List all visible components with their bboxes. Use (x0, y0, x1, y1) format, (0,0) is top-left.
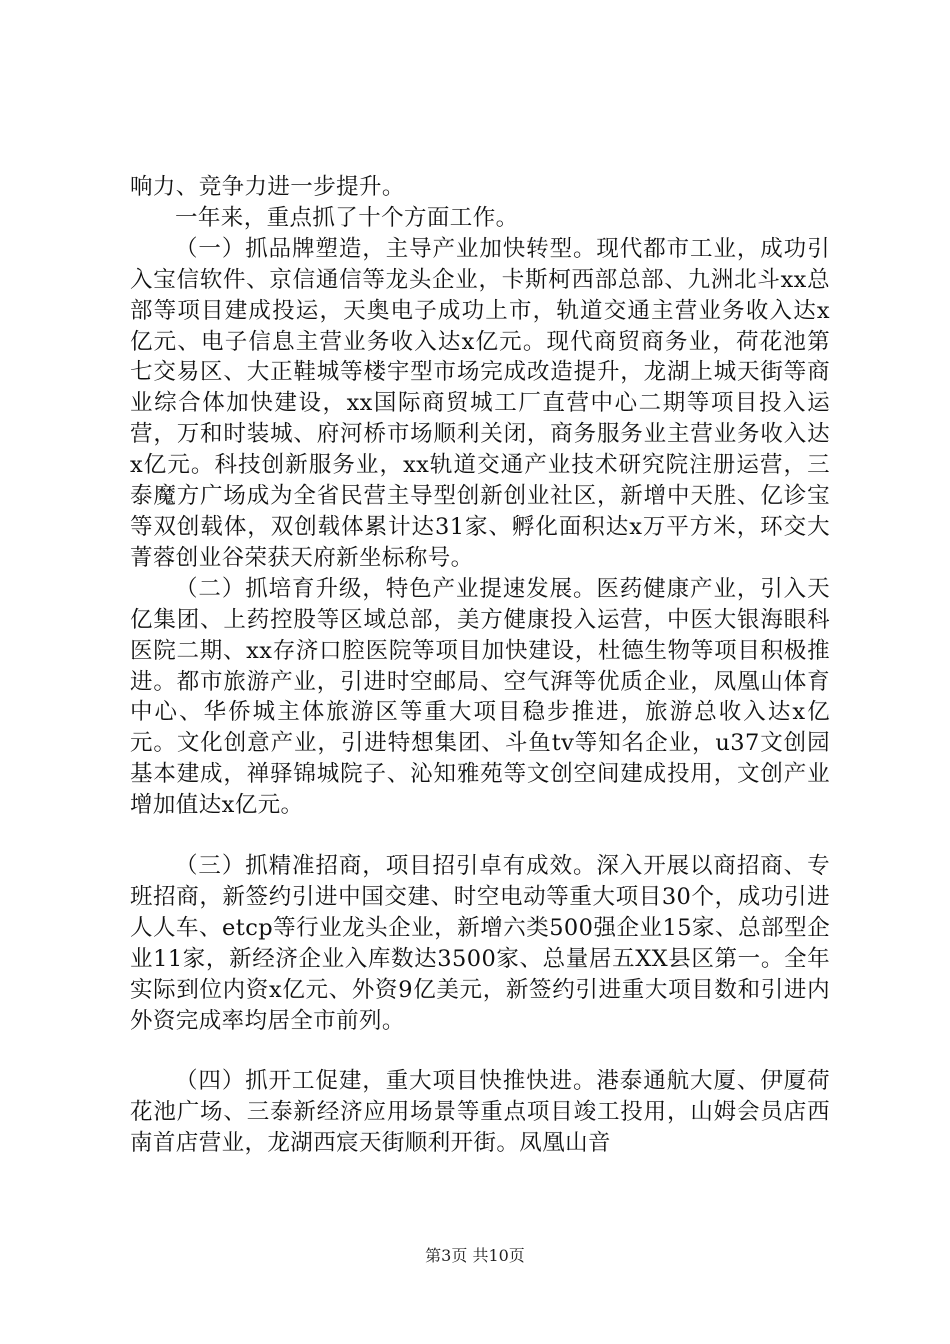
document-body (130, 172, 830, 1159)
page-number-footer: 第3页 共10页 (425, 1246, 525, 1265)
paragraph-section-3: （三）抓精准招商，项目招引卓有成效。深入开展以商招商、专班招商，新签约引进中国交建、时空电动等重大项目30个，成功引进人人车、etcp等行业龙头企业，新增六类500强企业15家、总部型企业11家，新经济企业入库数达3500家、总量居五XX县区第一。全年实际到位内资x亿元、外资9亿美元，新签约引进重大项目数和引进内外资完成率均居全市前列。 (130, 853, 830, 1034)
paragraph-continuation: 响力、竞争力进一步提升。 (130, 174, 405, 200)
paragraph-section-1: （一）抓品牌塑造，主导产业加快转型。现代都市工业，成功引入宝信软件、京信通信等龙头企业，卡斯柯西部总部、九洲北斗xx总部等项目建成投运，天奥电子成功上市，轨道交通主营业务收入达x亿元、电子信息主营业务收入达x亿元。现代商贸商务业，荷花池第七交易区、大正鞋城等楼宇型市场完成改造提升，龙湖上城天街等商业综合体加快建设，xx国际商贸城工厂直营中心二期等项目投入运营，万和时装城、府河桥市场顺利关闭，商务服务业主营业务收入达x亿元。科技创新服务业，xx轨道交通产业技术研究院注册运营，三泰魔方广场成为全省民营主导型创新创业社区，新增中天胜、亿诊宝等双创载体，双创载体累计达31家、孵化面积达x万平方米，环交大菁蓉创业谷荣获天府新坐标称号。 (130, 235, 830, 571)
paragraph-section-2: （二）抓培育升级，特色产业提速发展。医药健康产业，引入天亿集团、上药控股等区域总部，美方健康投入运营，中医大银海眼科医院二期、xx存济口腔医院等项目加快建设，杜德生物等项目积极推进。都市旅游产业，引进时空邮局、空气湃等优质企业，凤凰山体育中心、华侨城主体旅游区等重大项目稳步推进，旅游总收入达x亿元。文化创意产业，引进特想集团、斗鱼tv等知名企业，u37文创园基本建成，禅驿锦城院子、沁知雅苑等文创空间建成投用，文创产业增加值达x亿元。 (130, 575, 830, 819)
paragraph-section-4: （四）抓开工促建，重大项目快推快进。港泰通航大厦、伊厦荷花池广场、三泰新经济应用场景等重点项目竣工投用，山姆会员店西南首店营业，龙湖西宸天街顺利开街。凤凰山音 (130, 1068, 830, 1157)
paragraph-intro: 一年来，重点抓了十个方面工作。 (175, 204, 519, 231)
